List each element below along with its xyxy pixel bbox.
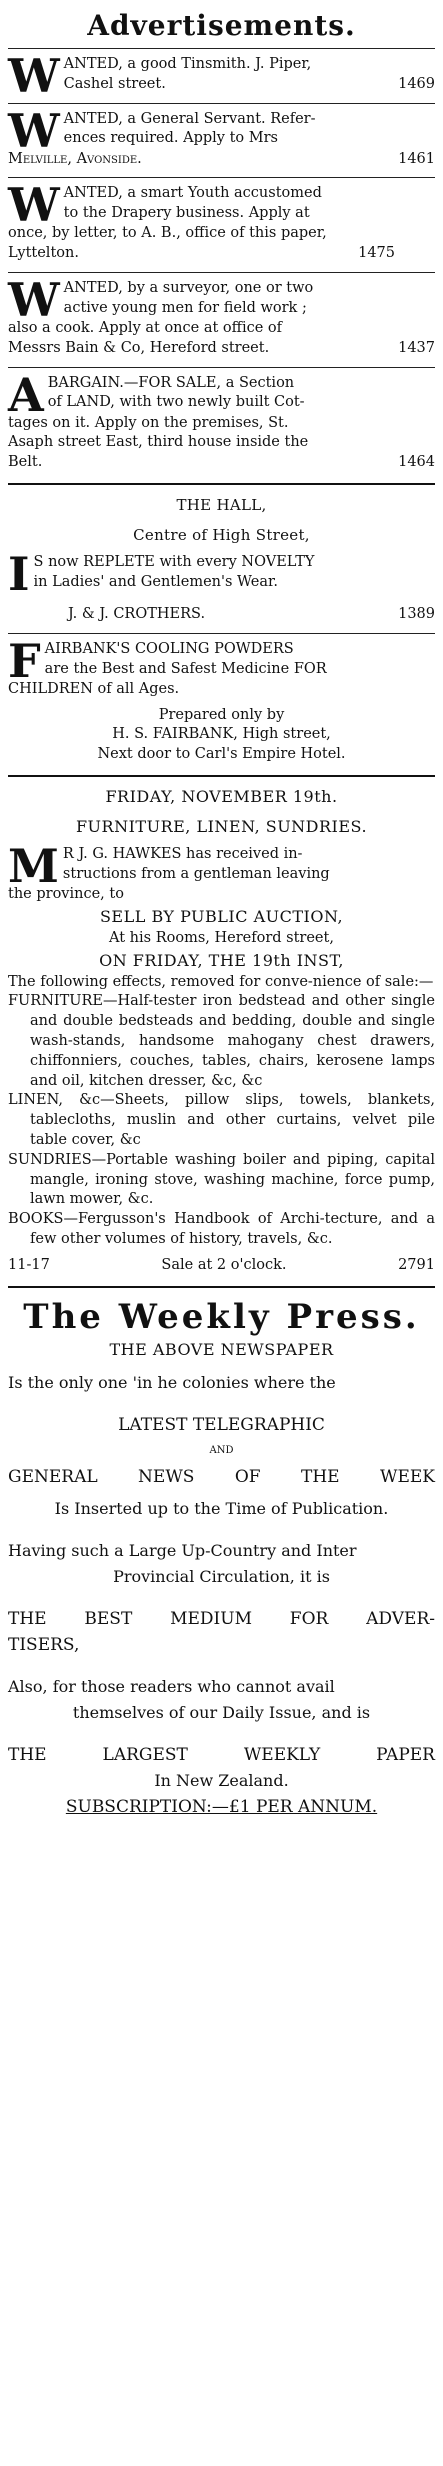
ad-line: are the Best and Safest Medicine FOR [44, 660, 327, 677]
auction-on-heading: ON FRIDAY, THE 19th INST, [99, 950, 344, 970]
divider [8, 1286, 435, 1288]
ad-line: tages on it. Apply on the premises, St. [8, 414, 289, 431]
ad-subtitle: Centre of High Street, [133, 525, 310, 544]
press-line: LATEST TELEGRAPHIC [118, 1414, 325, 1435]
drop-cap: W [8, 103, 60, 158]
auction-goods-heading: FURNITURE, LINEN, SUNDRIES. [75, 816, 368, 836]
ad-line: in Ladies' and Gentlemen's Wear. [33, 573, 278, 590]
press-line: SUBSCRIPTION:—£1 PER ANNUM. [65, 1796, 378, 1817]
ad-bargain [8, 367, 435, 473]
ad-line [8, 150, 435, 170]
ad-the-hall [8, 493, 435, 625]
ad-line-text: Melville, Avonside. [8, 150, 142, 167]
press-line: AND [209, 1444, 234, 1456]
ad-line-text: Messrs Bain & Co, Hereford street. [8, 339, 270, 356]
divider [8, 633, 435, 634]
auction-sundries: SUNDRIES—Portable washing boiler and piping, capital mangle, ironing stove, washing machine, force pump, lawn mower, &c. [8, 1151, 435, 1208]
ad-number: 2791 [398, 1256, 435, 1273]
auction-footer [8, 1256, 435, 1276]
drop-cap: A [8, 367, 44, 422]
ad-line: ANTED, a good Tinsmith. J. Piper, [63, 56, 312, 72]
auction-rooms: At his Rooms, Hereford street, [109, 929, 334, 946]
ad-auction [8, 785, 435, 1276]
auction-linen: LINEN, &c—Sheets, pillow slips, towels, blankets, tablecloths, muslin and other curtains, velvet pile table cover, &c [8, 1092, 435, 1148]
press-line: In New Zealand. [154, 1770, 289, 1790]
divider [8, 103, 435, 104]
ad-line: S now REPLETE with every NOVELTY [33, 553, 315, 570]
ad-weekly-press [8, 1296, 435, 1820]
ad-tinsmith [8, 49, 435, 103]
drop-cap: M [8, 838, 59, 893]
press-line: Also, for those readers who cannot avail [8, 1676, 335, 1696]
ad-line: Prepared only by [158, 706, 285, 723]
ad-number: 1475 [358, 245, 395, 262]
ad-line: BARGAIN.—FOR SALE, a Section [47, 374, 295, 391]
press-line: Is the only one 'in he colonies where the [8, 1372, 336, 1392]
drop-cap: W [8, 49, 60, 103]
press-line: TISERS, [8, 1634, 80, 1655]
ad-line: R J. G. HAWKES has received in- [62, 845, 303, 862]
divider [8, 367, 435, 368]
drop-cap: F [8, 633, 41, 688]
press-line: Having such a Large Up-Country and Inter [8, 1540, 357, 1560]
advertisements-page [8, 0, 435, 1820]
press-line: Provincial Circulation, it is [113, 1566, 330, 1586]
ad-number: 1461 [398, 150, 435, 167]
drop-cap: W [8, 178, 60, 233]
ad-line-text: Belt. [8, 454, 43, 471]
auction-sale-time: Sale at 2 o'clock. [161, 1256, 287, 1273]
auction-ref: 11-17 [8, 1256, 50, 1273]
ad-line [8, 75, 435, 95]
auction-sell-heading: SELL BY PUBLIC AUCTION, [99, 906, 344, 926]
signature-row [8, 605, 435, 625]
press-line: THE BEST MEDIUM FOR ADVER- [8, 1608, 435, 1629]
press-line: themselves of our Daily Issue, and is [72, 1702, 371, 1722]
press-line: Is Inserted up to the Time of Publication. [54, 1498, 389, 1518]
ad-fairbank [8, 633, 435, 765]
auction-books: BOOKS—Fergusson's Handbook of Archi-tecture, and a few other volumes of history, travels, &c. [8, 1211, 435, 1247]
signature: J. & J. CROTHERS. [68, 605, 206, 622]
ad-number: 1437 [398, 339, 435, 356]
auction-date-heading: FRIDAY, NOVEMBER 19th. [105, 786, 338, 806]
divider [8, 775, 435, 777]
ad-surveyor [8, 272, 435, 359]
press-line: GENERAL NEWS OF THE WEEK [8, 1466, 435, 1487]
auction-intro: The following effects, removed for conve-nience of sale:— [8, 973, 434, 990]
auction-furniture: FURNITURE—Half-tester iron bedstead and other single and double bedsteads and bedding, double and single wash-stands, handsome mahogany chest drawers, chiffonniers, couches, tables, chairs, kerosene lamps and oil, kitchen dresser, &c, &c [8, 993, 435, 1089]
ad-line [8, 339, 435, 359]
masthead: Advertisements. [8, 4, 435, 49]
ad-line: structions from a gentleman leaving [62, 865, 330, 882]
ad-line: H. S. FAIRBANK, High street, [112, 726, 331, 743]
ad-line: also a cook. Apply at once at office of [8, 319, 282, 336]
ad-general-servant [8, 103, 435, 170]
divider [8, 483, 435, 485]
ad-line [8, 453, 435, 473]
ad-line: ANTED, a smart Youth accustomed [63, 185, 322, 202]
ad-line: AIRBANK'S COOLING POWDERS [44, 640, 294, 657]
ad-line: Next door to Carl's Empire Hotel. [97, 746, 346, 763]
ad-line: ences required. Apply to Mrs [63, 130, 278, 147]
drop-cap: I [8, 546, 30, 601]
ad-line: of LAND, with two newly built Cot- [47, 394, 305, 411]
press-line: THE LARGEST WEEKLY PAPER [8, 1744, 435, 1765]
ad-line-text: Lyttelton. [8, 245, 79, 262]
ad-title: THE HALL, [176, 495, 267, 514]
ad-line [8, 244, 435, 264]
ad-line-text: Cashel street. [63, 75, 166, 92]
ad-line: CHILDREN of all Ages. [8, 680, 180, 697]
ad-line: ANTED, by a surveyor, one or two [63, 279, 314, 296]
ad-line: ANTED, a General Servant. Refer- [63, 110, 316, 127]
ad-number: 1464 [398, 454, 435, 471]
ad-drapery-youth [8, 178, 435, 264]
divider [8, 272, 435, 273]
ad-number: 1469 [398, 75, 435, 92]
divider [8, 177, 435, 178]
ad-number: 1389 [398, 605, 435, 622]
ad-line: to the Drapery business. Apply at [63, 205, 310, 222]
weekly-press-title: The Weekly Press. [23, 1296, 420, 1337]
press-line: THE ABOVE NEWSPAPER [109, 1339, 334, 1359]
ad-line: once, by letter, to A. B., office of this paper, [8, 225, 327, 242]
ad-line: active young men for field work ; [63, 299, 307, 316]
ad-line: the province, to [8, 885, 124, 902]
ad-line: Asaph street East, third house inside the [8, 434, 309, 451]
drop-cap: W [8, 272, 60, 327]
